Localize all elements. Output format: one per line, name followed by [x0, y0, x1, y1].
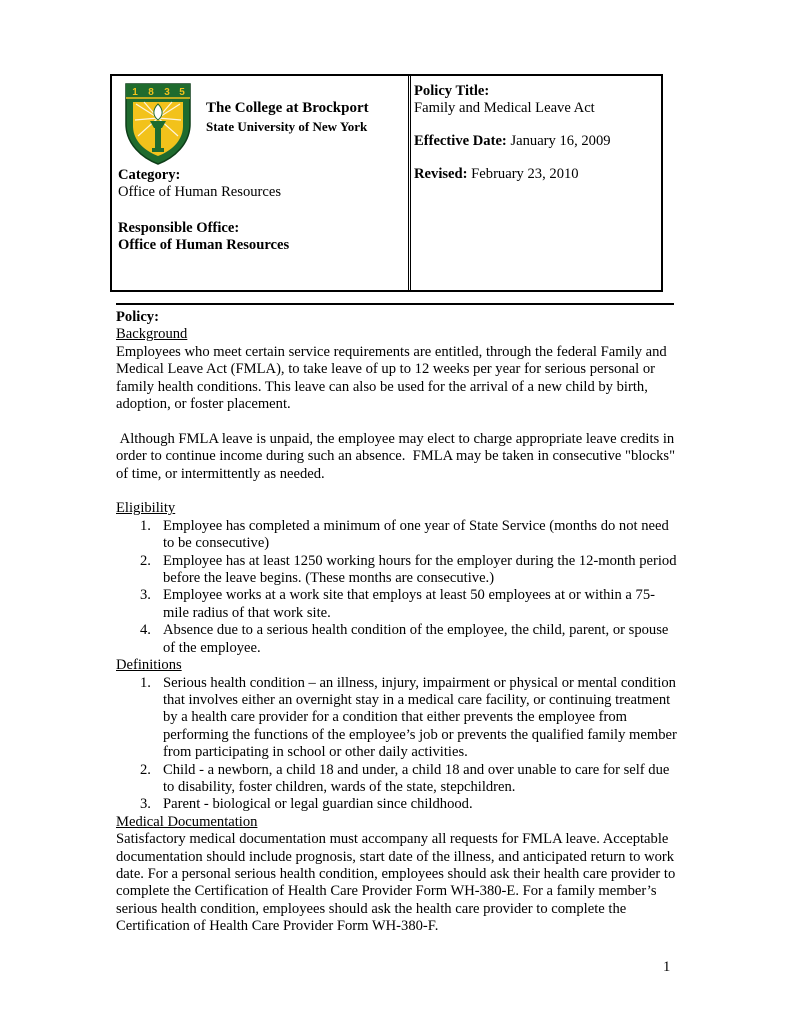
responsible-office-value: Office of Human Resources: [118, 237, 290, 253]
seal-digit: 8: [148, 87, 154, 98]
background-paragraph-2: Although FMLA leave is unpaid, the employee may elect to charge appropriate leave credits in order to continue income during such an absence. FMLA may be taken in consecutive "blocks" of time, or intermittently as needed.: [116, 430, 679, 482]
definitions-list: [116, 675, 678, 814]
section-rule: [116, 303, 674, 305]
list-text: Parent - biological or legal guardian since childhood.: [163, 796, 473, 813]
list-number: 3.: [140, 587, 151, 604]
list-item: [116, 553, 678, 588]
list-number: 1.: [140, 674, 151, 691]
college-name: The College at Brockport: [206, 100, 369, 116]
eligibility-list: [116, 518, 678, 657]
list-text: Child - a newborn, a child 18 and under, a child 18 and over unable to care for self due to disability, foster children, wards of the state, stepchildren.: [163, 761, 670, 795]
university-name: State University of New York: [206, 119, 368, 134]
list-text: Absence due to a serious health condition of the employee, the child, parent, or spouse of the employee.: [163, 622, 669, 656]
revised-date: [414, 166, 611, 183]
policy-title-label: Policy Title:: [414, 83, 490, 99]
list-number: 1.: [140, 517, 151, 534]
policy-header-box: [110, 74, 663, 292]
effective-date: [414, 133, 611, 150]
policy-title-value: Family and Medical Leave Act: [414, 100, 595, 116]
list-text: Employee works at a work site that employs at least 50 employees at or within a 75-mile radius of that work site.: [163, 587, 656, 621]
list-number: 2.: [140, 761, 151, 778]
list-text: Serious health condition – an illness, injury, impairment or physical or mental condition that involves either an overnight stay in a medical care facility, or continuing treatment by a health care provider for a condition that either prevents the employee from performing the functions of the employee’s job or prevents the qualified family member from participating in school or other daily activities.: [163, 674, 677, 761]
revised-date-label: Revised:: [414, 166, 468, 182]
policy-meta: [414, 83, 611, 183]
list-item: [116, 587, 678, 622]
medical-documentation-heading: Medical Documentation: [116, 813, 258, 830]
medical-documentation-paragraph: Satisfactory medical documentation must accompany all requests for FMLA leave. Acceptable documentation should include prognosis, start date of the illness, and anticipated return to work date. For a personal serious health condition, employees should ask their health care provider to complete the Certification of Health Care Provider Form WH-380-E. For a family member’s serious health condition, employees should ask the health care provider to complete the Certification of Health Care Provider Form WH-380-F.: [116, 831, 676, 935]
list-item: [116, 796, 678, 813]
category-label: Category:: [118, 167, 181, 183]
background-paragraph-1: Employees who meet certain service requirements are entitled, through the federal Family and Medical Leave Act (FMLA), to take leave of up to 12 weeks per year for serious personal or family health conditions. This leave can also be used for the arrival of a new child by birth, adoption, or foster placement.: [116, 343, 667, 413]
eligibility-heading: Eligibility: [116, 500, 176, 517]
seal-digit: 5: [179, 87, 185, 98]
list-item: [116, 518, 678, 553]
policy-heading: Policy:: [116, 309, 159, 325]
list-number: 4.: [140, 622, 151, 639]
list-number: 2.: [140, 552, 151, 569]
policy-body: [116, 309, 678, 936]
list-text: Employee has completed a minimum of one year of State Service (months do not need to be consecutive): [163, 517, 669, 552]
effective-date-label: Effective Date:: [414, 133, 507, 149]
responsible-office-label: Responsible Office:: [118, 220, 240, 236]
list-item: [116, 622, 678, 657]
seal-digit: 1: [132, 87, 138, 98]
background-heading: Background: [116, 326, 188, 343]
seal-digit: 3: [164, 87, 170, 98]
list-number: 3.: [140, 796, 151, 813]
college-seal-logo: [122, 80, 194, 166]
header-divider: [408, 76, 411, 290]
list-text: Employee has at least 1250 working hours for the employer during the 12-month period before the leave begins. (These months are consecutive.): [163, 552, 677, 587]
category-value: Office of Human Resources: [118, 184, 282, 200]
page-number: 1: [663, 959, 671, 975]
effective-date-value: January 16, 2009: [510, 133, 611, 149]
revised-date-value: February 23, 2010: [471, 166, 579, 182]
definitions-heading: Definitions: [116, 657, 182, 674]
list-item: [116, 762, 678, 797]
list-item: [116, 675, 678, 762]
